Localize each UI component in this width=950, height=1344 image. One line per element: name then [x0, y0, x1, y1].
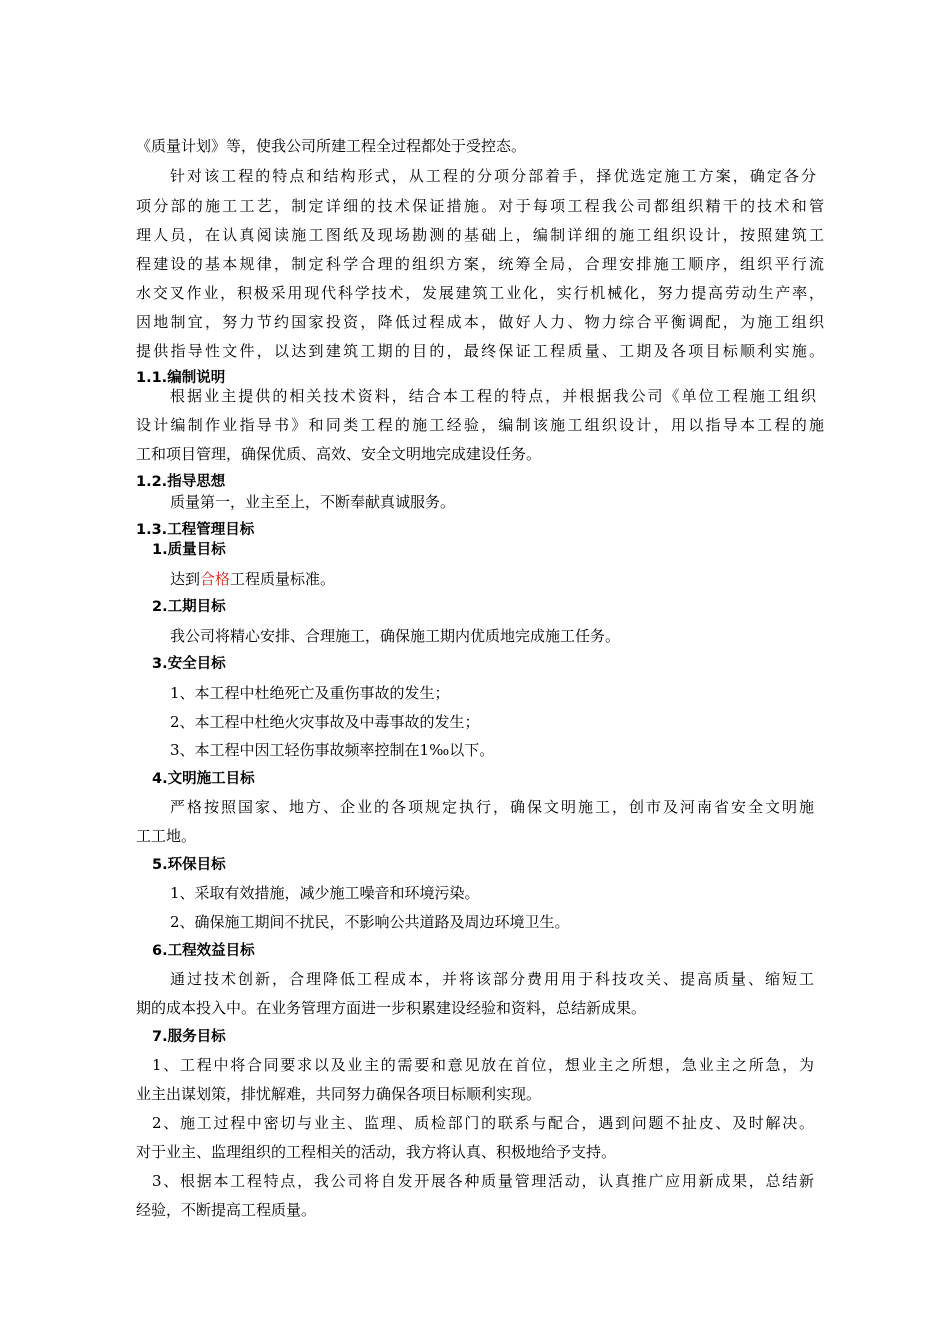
highlighted-text: 合格	[200, 570, 231, 588]
list-item: 2、本工程中杜绝火灾事故及中毒事故的发生；	[170, 713, 480, 731]
paragraph-line: 提供指导性文件，以达到建筑工期的目的，最终保证工程质量、工期及各项目标顺利实施。	[136, 342, 824, 360]
paragraph-line: 因地制宜，努力节约国家投资，降低过程成本，做好人力、物力综合平衡调配，为施工组织	[136, 313, 824, 331]
text-run: 达到	[170, 570, 201, 588]
subsection-heading: 7.服务目标	[152, 1029, 226, 1045]
paragraph-line: 工工地。	[136, 827, 197, 845]
list-item: 3、本工程中因工轻伤事故频率控制在1‰以下。	[170, 741, 495, 759]
paragraph-line: 对于业主、监理组织的工程相关的活动，我方将认真、积极地给予支持。	[136, 1143, 617, 1161]
section-heading: 1.1.编制说明	[136, 370, 226, 386]
paragraph-line: 针对该工程的特点和结构形式，从工程的分项分部着手，择优选定施工方案，确定各分	[170, 167, 816, 185]
paragraph-line: 通过技术创新，合理降低工程成本，并将该部分费用用于科技攻关、提高质量、缩短工	[170, 970, 814, 988]
subsection-heading: 3.安全目标	[152, 656, 226, 672]
section-heading: 1.2.指导思想	[136, 474, 226, 490]
paragraph-line: 业主出谋划策，排忧解难，共同努力确保各项目标顺利实现。	[136, 1085, 542, 1103]
paragraph-line: 质量第一，业主至上，不断奉献真诚服务。	[170, 493, 456, 511]
paragraph-line: 根据业主提供的相关技术资料，结合本工程的特点，并根据我公司《单位工程施工组织	[170, 387, 816, 405]
paragraph-line: 3、根据本工程特点，我公司将自发开展各种质量管理活动，认真推广应用新成果，总结新	[152, 1172, 814, 1190]
list-item: 1、采取有效措施，减少施工噪音和环境污染。	[170, 884, 480, 902]
subsection-heading: 6.工程效益目标	[152, 943, 255, 959]
paragraph-line: 设计编制作业指导书》和同类工程的施工经验，编制该施工组织设计，用以指导本工程的施	[136, 416, 824, 434]
paragraph-line: 程建设的基本规律，制定科学合理的组织方案，统筹全局，合理安排施工顺序，组织平行流	[136, 255, 824, 273]
intro-line: 《质量计划》等，使我公司所建工程全过程都处于受控态。	[136, 137, 527, 155]
subsection-heading: 2.工期目标	[152, 599, 226, 615]
paragraph-line: 严格按照国家、地方、企业的各项规定执行，确保文明施工，创市及河南省安全文明施	[170, 798, 814, 816]
paragraph-line: 1、工程中将合同要求以及业主的需要和意见放在首位，想业主之所想，急业主之所急，为	[152, 1056, 814, 1074]
text-run: 工程质量标准。	[230, 570, 336, 588]
paragraph-line: 我公司将精心安排、合理施工，确保施工期内优质地完成施工任务。	[170, 627, 621, 645]
paragraph-line: 工和项目管理，确保优质、高效、安全文明地完成建设任务。	[136, 445, 542, 463]
list-item: 2、确保施工期间不扰民，不影响公共道路及周边环境卫生。	[170, 913, 570, 931]
paragraph-line: 期的成本投入中。在业务管理方面进一步积累建设经验和资料，总结新成果。	[136, 999, 647, 1017]
subsection-heading: 4.文明施工目标	[152, 771, 255, 787]
paragraph-line: 2、施工过程中密切与业主、监理、质检部门的联系与配合，遇到问题不扯皮、及时解决。	[152, 1114, 814, 1132]
paragraph-line: 项分部的施工工艺，制定详细的技术保证措施。对于每项工程我公司都组织精干的技术和管	[136, 197, 824, 215]
paragraph-line	[170, 569, 335, 589]
section-heading: 1.3.工程管理目标	[136, 522, 255, 538]
paragraph-line: 水交叉作业，积极采用现代科学技术，发展建筑工业化，实行机械化，努力提高劳动生产率，	[136, 284, 824, 302]
subsection-heading: 5.环保目标	[152, 857, 226, 873]
paragraph-line: 理人员，在认真阅读施工图纸及现场勘测的基础上，编制详细的施工组织设计，按照建筑工	[136, 226, 824, 244]
subsection-heading: 1.质量目标	[152, 542, 226, 558]
list-item: 1、本工程中杜绝死亡及重伤事故的发生；	[170, 684, 450, 702]
paragraph-line: 经验，不断提高工程质量。	[136, 1201, 317, 1219]
